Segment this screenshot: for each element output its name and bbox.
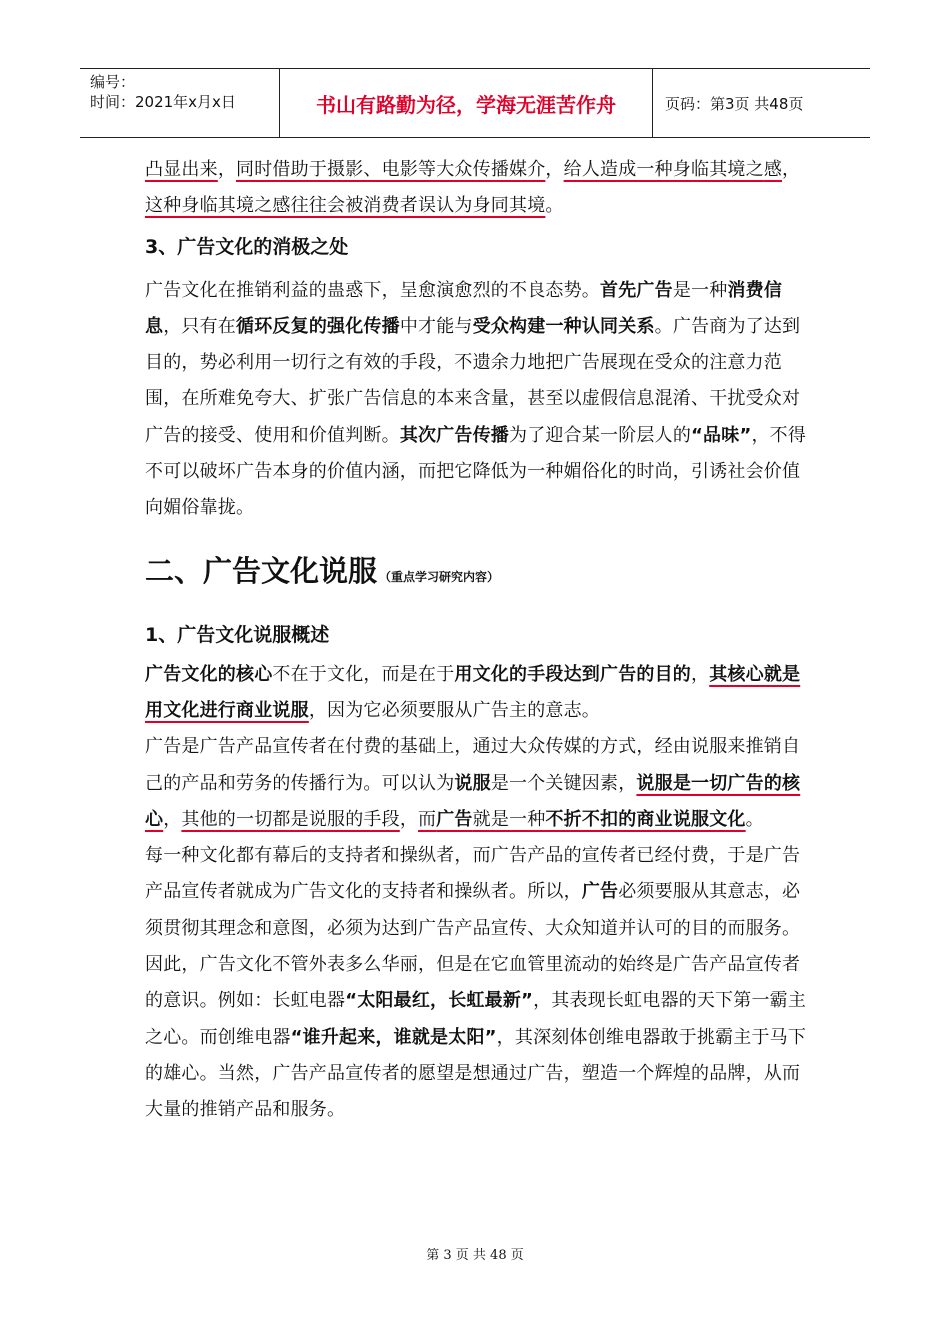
text: ， [782,159,801,180]
paragraph-negative [145,273,810,527]
text: ，因为它必须要服从广告主的意志。 [308,699,601,721]
underlined-text: 就是一种 [472,808,546,830]
bold-text: “品味” [691,424,752,446]
underlined-text: 同时借助于摄影、电影等大众传播媒介 [236,159,546,180]
underlined-text: 而 [418,808,437,830]
header-motto: 书山有路勤为径，学海无涯苦作舟 [280,69,653,137]
bold-text: 说服 [454,772,491,794]
underlined-text: 给人造成一种身临其境之 [563,159,764,180]
text: ， [217,159,237,180]
underlined-text: 感 [763,159,783,180]
text: 不在于文化，而是在于 [272,663,455,685]
number-label: 编号： [90,73,136,91]
text: 广告文化在推销利益的蛊惑下，呈愈演愈烈的不良态势。 [145,279,600,301]
header-info-cell [80,69,280,137]
bold-underlined-text: 广告 [436,808,473,830]
bold-underlined-text: 不折不扣的商业说服文化 [545,808,746,830]
paragraph-example [145,838,810,1128]
bold-underlined-text: 其核心就是 [709,663,801,685]
underlined-text: 其他的一切都是说服的手段 [181,808,400,830]
text: 。 [545,195,564,217]
bold-text: “太阳最红，长虹最新” [345,990,534,1012]
bold-text: 其次广告传播 [399,424,510,446]
text: ，其表现长虹电器的天下第一霸主之心。而创维电器 [145,990,807,1048]
text: 是一种 [672,279,728,301]
heading-text: 二、广告文化说服 [145,553,378,588]
bold-text: 用文化的手段达到广告的目的 [454,663,692,685]
paragraph-definition [145,729,810,838]
heading-persuasion-overview: 1、广告文化说服概述 [145,623,330,646]
text: 是一个关键因素， [490,772,637,794]
bold-text: 广告文化的核心 [145,663,273,685]
text: ， [691,663,710,685]
text: 广告是广告产品宣传者在付费的基础上，通过大众传媒的方式，经由说服来推销自己的产品和劳务的传播行为。可以认为 [145,736,801,794]
paragraph-core [145,657,810,730]
text: 。广告商为了达到目的，势必利用一切行之有效的手段，不遗余力地把广告展现在受众的注意力范围，在所难免夸大、扩张广告信息的本来含量，甚至以虚假信息混淆、干扰受众对广告的接受、使用和价值判断。 [145,315,801,446]
underlined-text: 这种身临其境之感往往会被消费者误认为身同其境 [145,195,546,217]
header-page-code: 页码：第3页 共48页 [665,94,804,113]
heading-negative-aspects: 3、广告文化的消极之处 [145,235,349,258]
text: ，不得不可以破坏广告本身的价值内涵，而把它降低为一种媚俗化的时尚，引诱社会价值向媚俗靠拢。 [145,424,807,519]
text: ， [163,808,182,830]
text: ，只有在 [163,315,237,337]
text: ，其深刻体创维电器敢于挑霸主于马下的雄心。当然，广告产品宣传者的愿望是想通过广告，塑造一个辉煌的品牌，从而大量的推销产品和服务。 [145,1026,807,1121]
text: 必须要服从其意志，必须贯彻其理念和意图，必须为达到广告产品宣传、大众知道并认可的目的而服务。因此，广告文化不管外表多么华丽，但是在它血管里流动的始终是广告产品宣传者的意识。例如：长虹电器 [145,881,801,1012]
text: 每一种文化都有幕后的支持者和操纵者，而广告产品的宣传者已经付费，于是广告产品宣传者就成为广告文化的支持者和操纵者。所以， [145,845,801,903]
underlined-text: 凸显出来 [145,159,218,180]
text: ， [545,159,564,180]
document-body [145,152,810,1129]
bold-underlined-text: 用文化进行商业说服 [145,699,309,721]
time-label: 时间：2021年x月x日 [90,93,236,111]
heading-note: （重点学习研究内容） [379,569,500,584]
bold-text: “谁升起来，谁就是太阳” [290,1026,497,1048]
bold-text: 消费信息 [145,279,783,337]
text: 中才能与 [399,315,473,337]
text: ， [399,808,419,830]
bold-text: 广告 [581,881,619,903]
bold-text: 首先广告 [600,279,673,301]
header-table [80,68,870,138]
page-footer: 第 3 页 共 48 页 [426,1248,524,1263]
text: 为了迎合某一阶层人的 [509,424,692,446]
paragraph-immersion [145,152,810,225]
bold-text: 循环反复的强化传播 [236,315,400,337]
text: 。 [745,808,764,830]
bold-underlined-text: 说服是一切广告的核心 [145,772,801,830]
heading-advertising-persuasion [145,549,810,590]
bold-text: 受众构建一种认同关系 [472,315,655,337]
